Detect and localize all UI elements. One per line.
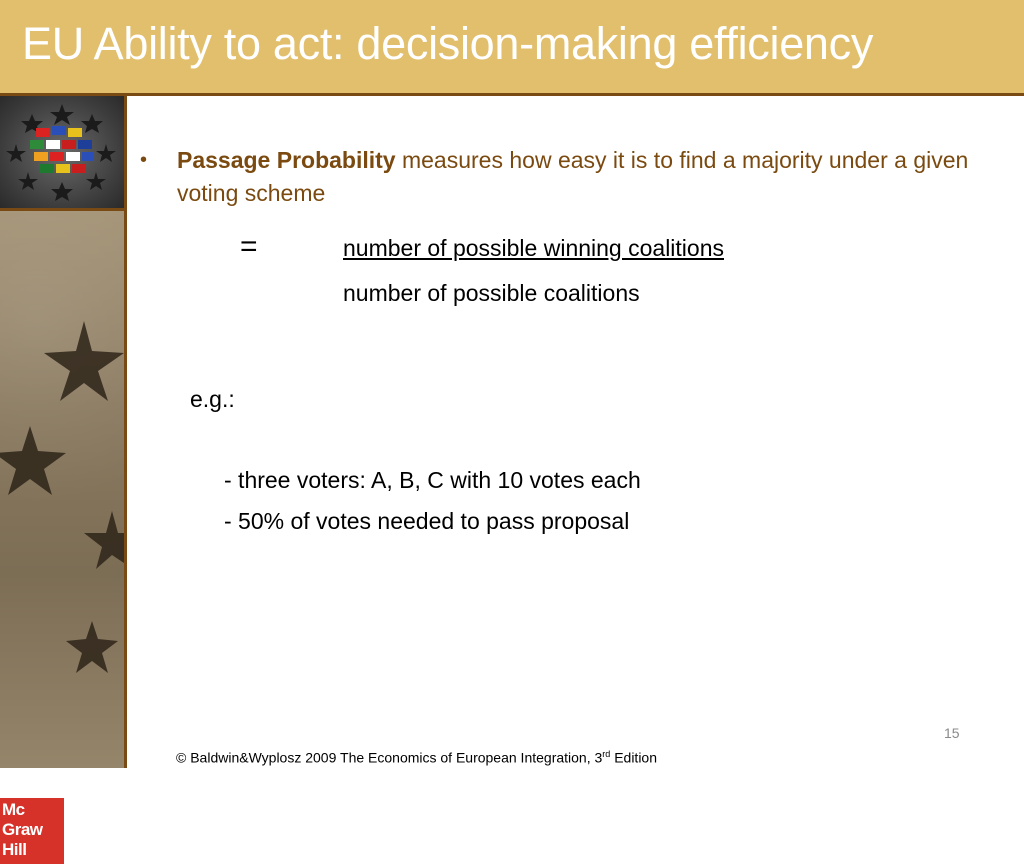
- footer-superscript: rd: [602, 749, 611, 759]
- page-number: 15: [944, 725, 960, 741]
- slide-title: EU Ability to act: decision-making efficiency: [22, 18, 874, 69]
- example-line-2: - 50% of votes needed to pass proposal: [224, 508, 630, 534]
- formula-denominator: number of possible coalitions: [343, 280, 640, 306]
- example-label: e.g.:: [190, 386, 235, 412]
- eu-emblem-graphic: [0, 96, 124, 208]
- title-bar: [0, 0, 1024, 96]
- example-line-1: - three voters: A, B, C with 10 votes each: [224, 467, 641, 493]
- left-decorative-panel: [0, 96, 127, 859]
- starfish-imprints: [0, 211, 124, 768]
- formula-equals: =: [240, 230, 258, 263]
- bullet-marker: •: [140, 149, 148, 171]
- formula-numerator: number of possible winning coalitions: [343, 235, 724, 261]
- logo-line-3: Hill: [2, 840, 27, 859]
- footer-edition: Edition: [610, 749, 658, 766]
- bullet-bold-term: Passage Probability: [177, 147, 396, 173]
- footer-text: © Baldwin&Wyplosz 2009 The Economics of European Integration, 3: [176, 749, 603, 766]
- logo-line-2: Graw: [2, 820, 43, 839]
- bullet-text: [177, 144, 997, 210]
- bullet-description: measures how easy it is to find a majority under a given voting scheme: [177, 147, 969, 206]
- copyright-footer: [176, 749, 657, 766]
- mcgraw-hill-logo: [0, 798, 64, 864]
- eu-flags-emblem-icon: [0, 96, 124, 211]
- logo-line-1: Mc: [2, 800, 25, 819]
- beach-starfish-photo: [0, 211, 124, 768]
